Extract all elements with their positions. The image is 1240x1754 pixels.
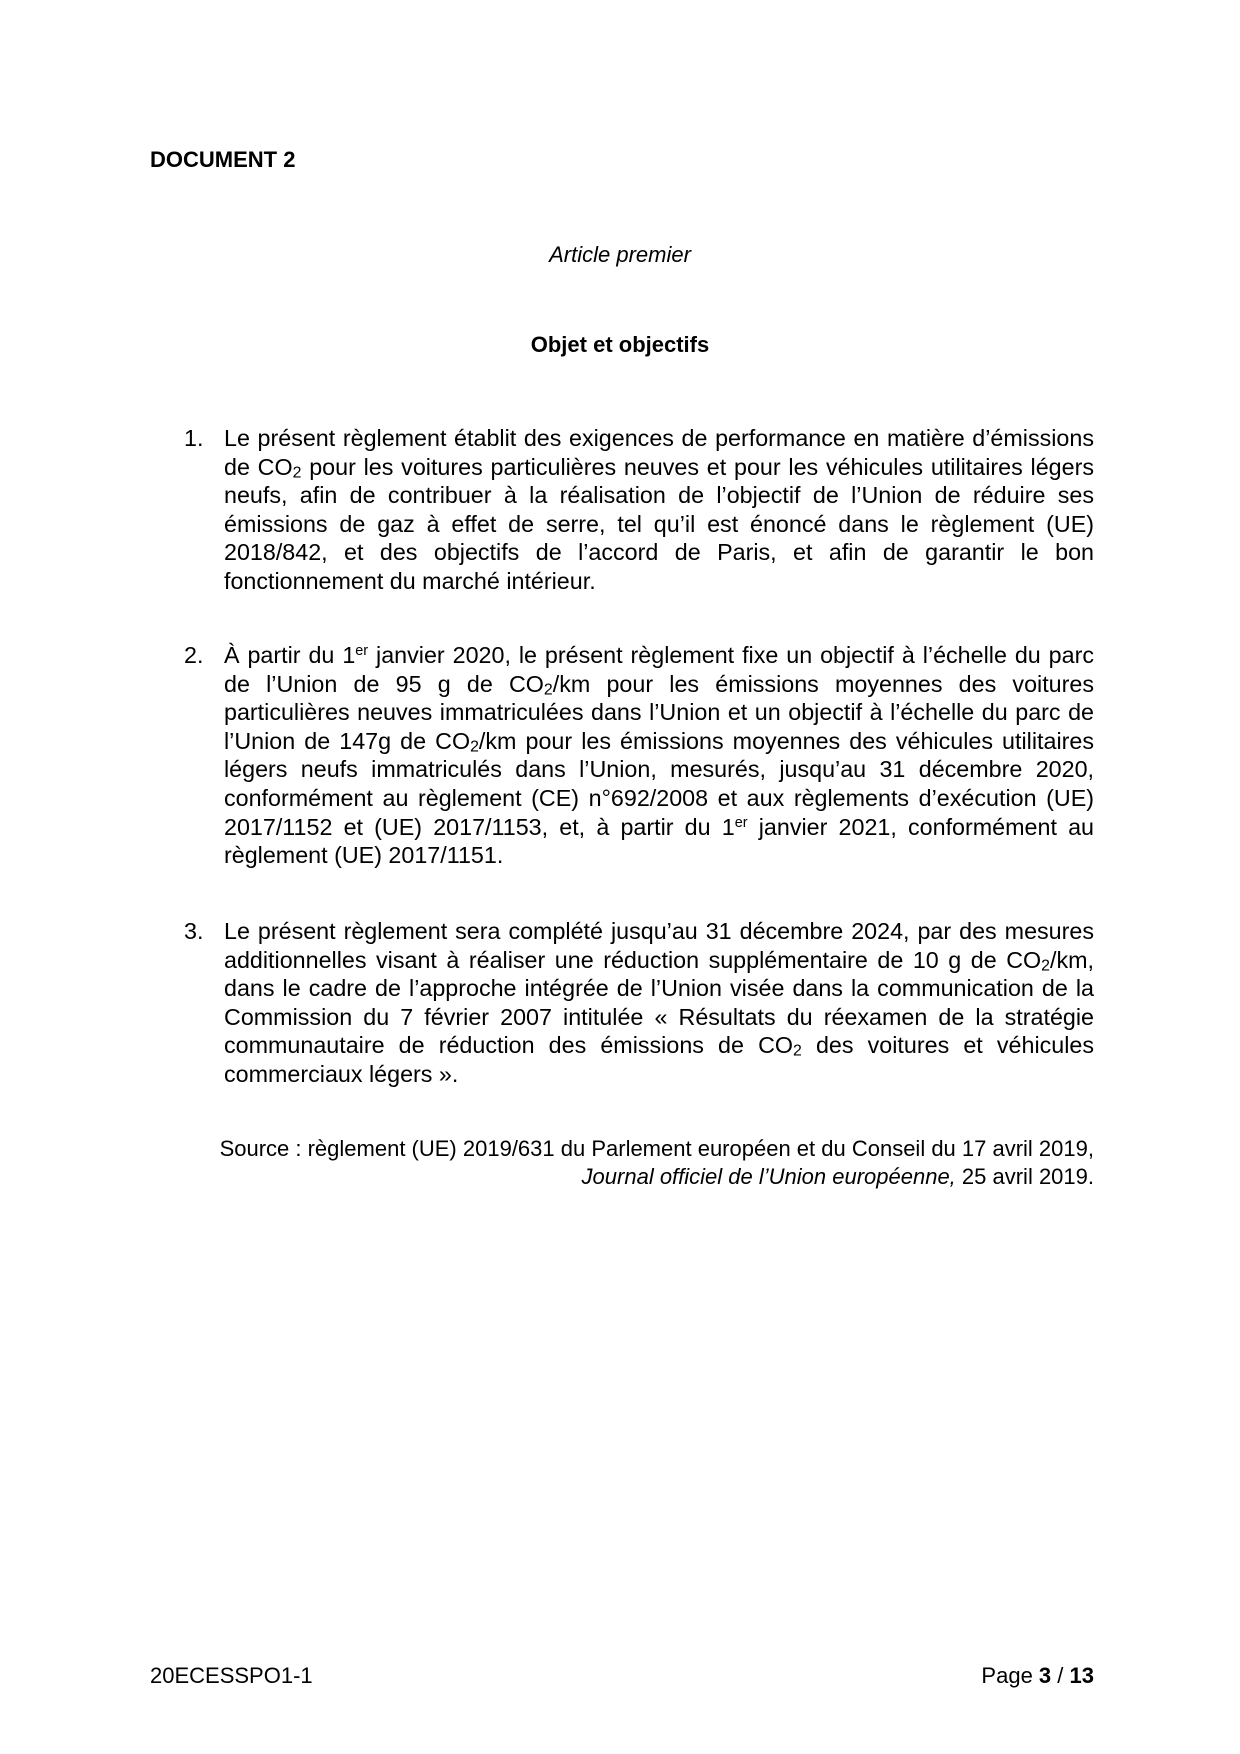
item-number: 3. [184,918,204,944]
item-text: Le présent règlement établit des exigences de performance en matière d’émissions de $CO_2$ pour les voitures particulières neuves et pour les véhicules utilitaires légers neufs, afin de contribuer à la réalisation de l’objectif de l’Union de réduire ses émissions de gaz à effet de serre, tel qu’il est énoncé dans le règlement (UE) 2018/842, et des objectifs de l’accord de Paris, et afin de garantir le bon fonctionnement du marché intérieur. [224,425,1094,594]
item-number: 1. [184,425,204,451]
source-citation [150,1135,1094,1191]
source-journal-line [150,1163,1094,1191]
list-item [184,641,1094,870]
journal-date: 25 avril 2019. [955,1164,1094,1189]
item-number: 2. [184,642,204,668]
document-code: 20ECESSPO1-1 [150,1663,313,1688]
item-text: À partir du 1er janvier 2020, le présent règlement fixe un objectif à l’échelle du parc de l’Union de 95 g de $CO_2/km$ pour les émissions moyennes des voitures particulières neuves immatriculées dans l’Union et un objectif à l’échelle du parc de l’Union de 147g de $CO_2/km$ pour les émissions moyennes des véhicules utilitaires légers neufs immatriculés dans l’Union, mesurés, jusqu’au 31 décembre 2020, conformément au règlement (CE) n°692/2008 et aux règlements d’exécution (UE) 2017/1152 et (UE) 2017/1153, et, à partir du 1er janvier 2021, conformément au règlement (UE) 2017/1151. [224,642,1094,869]
list-item [184,917,1094,1089]
journal-title: Journal officiel de l’Union européenne, [581,1164,956,1189]
article-title: Objet et objectifs [530,332,710,357]
page-number: Page 3 / 13 [981,1663,1094,1688]
total-pages: 13 [1069,1663,1094,1688]
list-item [184,424,1094,596]
current-page: 3 [1038,1663,1052,1688]
source-line: Source : règlement (UE) 2019/631 du Parlement européen et du Conseil du 17 avril 2019, [219,1136,1094,1161]
article-label: Article premier [549,242,691,267]
item-text: Le présent règlement sera complété jusqu’au 31 décembre 2024, par des mesures additionnelles visant à réaliser une réduction supplémentaire de 10 g de $CO_2/km$, dans le cadre de l’approche intégrée de l’Union visée dans la communication de la Commission du 7 février 2007 intitulée « Résultats du réexamen de la stratégie communautaire de réduction des émissions de $CO_2$ des voitures et véhicules commerciaux légers ». [224,918,1095,1087]
document-label: DOCUMENT 2 [150,147,296,172]
